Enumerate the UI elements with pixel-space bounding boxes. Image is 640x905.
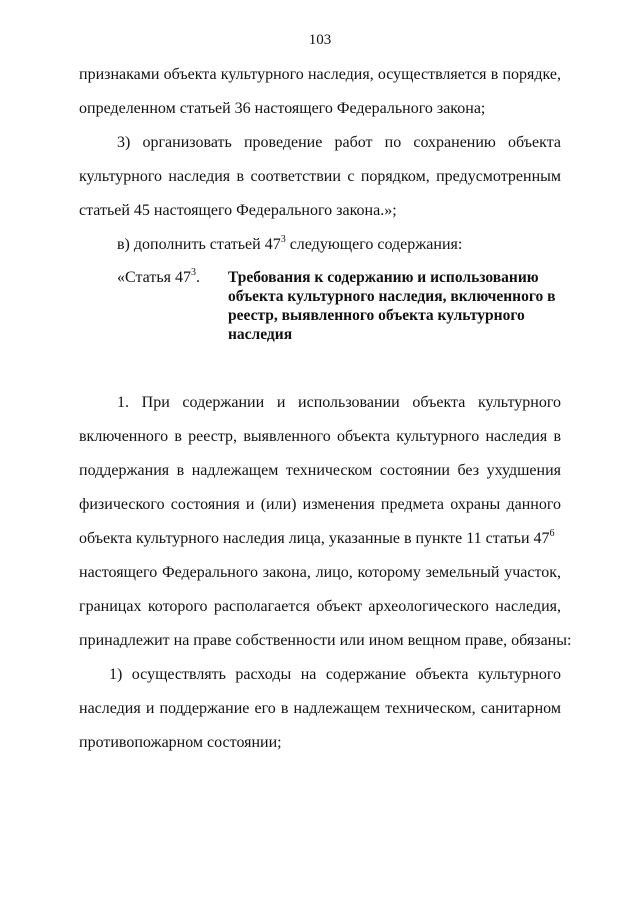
superscript: 6 bbox=[549, 528, 555, 539]
text-line: статьей 45 настоящего Федерального закона.»; bbox=[79, 202, 397, 219]
title-line: объекта культурного наследия, включенного в bbox=[228, 288, 556, 305]
text-line: признаками объекта культурного наследия, осуществляется в порядке, bbox=[79, 66, 561, 83]
text-line bbox=[79, 228, 561, 262]
text-line: границах которого располагается объект археологического наследия, bbox=[79, 598, 561, 615]
superscript: 3 bbox=[190, 267, 196, 278]
text-fragment: следующего содержания: bbox=[285, 236, 463, 253]
page-content bbox=[79, 58, 572, 760]
text-line: настоящего Федерального закона, лицо, которому земельный участок, bbox=[79, 564, 561, 581]
text-line: принадлежит на праве собственности или ином вещном праве, обязаны: bbox=[79, 632, 572, 649]
text-line: физического состояния и (или) изменения предмета охраны данного bbox=[79, 496, 561, 513]
article-title bbox=[228, 268, 562, 344]
article-heading bbox=[79, 268, 561, 356]
text-line: определенном статьей 36 настоящего Федерального закона; bbox=[79, 100, 486, 117]
title-line: Требования к содержанию и использованию bbox=[228, 269, 539, 286]
text-line: включенного в реестр, выявленного объекта культурного наследия в bbox=[79, 428, 561, 445]
superscript: 3 bbox=[280, 234, 286, 245]
text-line: культурного наследия в соответствии с порядком, предусмотренным bbox=[79, 168, 561, 185]
text-line: поддержания в надлежащем техническом состоянии без ухудшения bbox=[79, 462, 561, 479]
text-fragment: . bbox=[195, 269, 200, 286]
text-fragment: объекта культурного наследия лица, указанные в пункте 11 статьи 47 bbox=[79, 530, 550, 547]
spacer bbox=[79, 356, 561, 386]
text-fragment: «Статья 47 bbox=[117, 269, 191, 286]
title-line: наследия bbox=[228, 326, 293, 343]
page-number: 103 bbox=[308, 32, 332, 48]
title-line: реестр, выявленного объекта культурного bbox=[228, 307, 525, 324]
article-label bbox=[117, 268, 200, 288]
text-fragment: в) дополнить статьей 47 bbox=[117, 236, 281, 253]
text-line: 3) организовать проведение работ по сохранению объекта bbox=[117, 134, 561, 151]
text-line: противопожарном состоянии; bbox=[79, 734, 282, 751]
text-line: 1) осуществлять расходы на содержание объекта культурного bbox=[109, 666, 561, 683]
text-line: наследия и поддержание его в надлежащем техническом, санитарном bbox=[79, 700, 561, 717]
text-line bbox=[79, 522, 561, 556]
text-line: 1. При содержании и использовании объекта культурного bbox=[117, 394, 561, 411]
